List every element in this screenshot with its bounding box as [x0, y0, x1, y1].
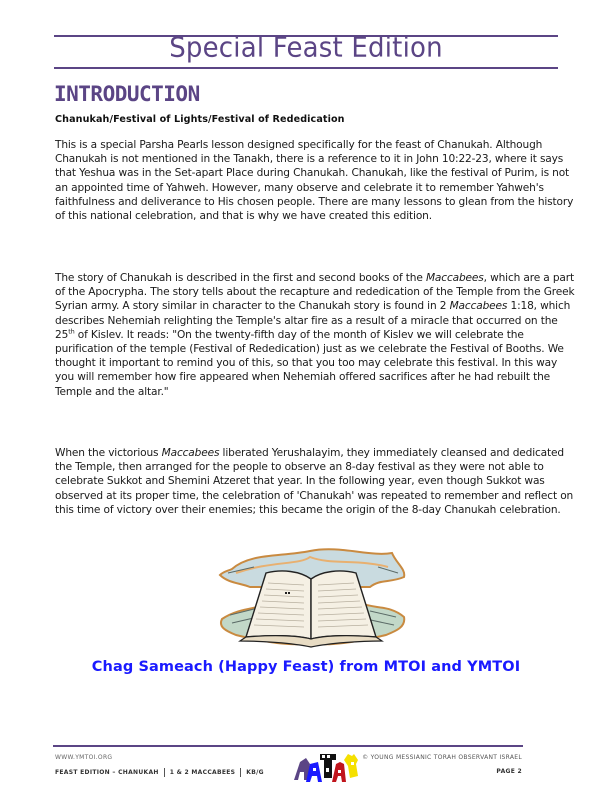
footer-books: 1 & 2 MACCABEES	[169, 769, 236, 776]
open-book-scroll-icon	[210, 543, 412, 649]
footer-rule	[53, 745, 523, 747]
italic-term: Maccabees	[161, 447, 220, 459]
text-segment: , which are a part of the Apocrypha. The story tells about the recapture and rededication of the Temple from the Greek Syrian army. A story similar in character to the Chanukah story is found in 2	[55, 272, 575, 313]
ordinal-superscript: th	[68, 327, 75, 336]
page-number: PAGE 2	[496, 768, 522, 775]
footer-level: KB/G	[246, 769, 264, 776]
footer-meta	[55, 768, 264, 777]
history-paragraph	[55, 446, 575, 517]
text-segment: of Kislev. It reads: "On the twenty-fifth day of the month of Kislev we will celebrate the purification of the temple (Festival of Rededication) just as we celebrate the Festival of Booths. We thought it important to remind you of this, so that you too may celebrate this festival. In this way you will remember how fire appeared when Nehemiah offered sacrifices after he had rebuilt the Temple and the altar."	[55, 328, 564, 398]
intro-paragraph: This is a special Parsha Pearls lesson designed specifically for the feast of Chanukah. Although Chanukah is not mentioned in the Tanakh, there is a reference to it in John 10:22-23, where it says that Yeshua was in the Set-apart Place during Chanukah. Chanukah, like the festival of Purim, is not an appointed time of Yahweh. However, many observe and celebrate it to remember Yahweh's faithfulness and deliverance to His chosen people. There are many lessons to glean from the history of this national celebration, and that is why we have created this edition.	[55, 139, 574, 223]
story-paragraph	[55, 271, 575, 399]
footer-divider	[240, 768, 241, 777]
section-heading: INTRODUCTION	[54, 82, 200, 106]
greeting-banner: Chag Sameach (Happy Feast) from MTOI and YMTOI	[91, 659, 521, 675]
italic-term: Maccabees	[425, 272, 484, 284]
italic-term: Maccabees	[449, 300, 508, 313]
footer-edition: FEAST EDITION – CHANUKAH	[55, 769, 159, 776]
page-title: Special Feast Edition	[169, 32, 443, 64]
header-bottom-rule	[54, 67, 558, 69]
footer-website-link[interactable]: WWW.YMTOI.ORG	[55, 754, 113, 761]
text-segment: The story of Chanukah is described in the first and second books of the	[55, 272, 426, 284]
text-segment: liberated Yerushalayim, they immediately cleansed and dedicated the Temple, then arranged for the people to observe an 8-day festival as they were not able to celebrate Sukkot and Shemini Atzeret that year. In the following year, even though Sukkot was observed at its proper time, the celebration of 'Chanukah' was repeated to remember and reflect on this time of victory over their enemies; this became the origin of the 8-day Chanukah celebration.	[55, 447, 574, 516]
subheading: Chanukah/Festival of Lights/Festival of Rededication	[55, 114, 345, 125]
text-segment: 1:18, which describes Nehemiah relighting the Temple's altar fire as a result of a miracle that occurred on the 25	[55, 300, 571, 341]
footer-copyright: © YOUNG MESSIANIC TORAH OBSERVANT ISRAEL	[362, 754, 522, 761]
text-segment: When the victorious	[55, 447, 162, 459]
ymtoi-logo-icon	[292, 750, 362, 782]
footer-divider	[164, 768, 165, 777]
